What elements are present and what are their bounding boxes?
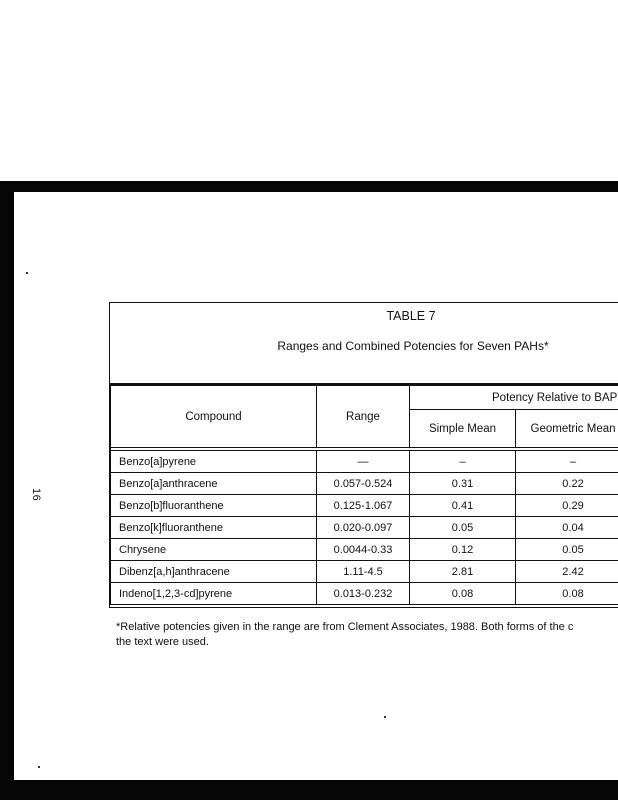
cell-compound: Benzo[b]fluoranthene: [111, 495, 317, 517]
cell-compound: Benzo[a]pyrene: [111, 451, 317, 473]
cell-geometric-mean: 2.42: [516, 561, 618, 583]
cell-geometric-mean: 0.22: [516, 473, 618, 495]
table-title-area: [110, 303, 618, 385]
cell-geometric-mean: 0.04: [516, 517, 618, 539]
cell-geometric-mean: 0.29: [516, 495, 618, 517]
table-title: TABLE 7: [386, 309, 436, 323]
header-compound: Compound: [111, 386, 317, 448]
scan-speck: [26, 272, 28, 274]
cell-simple-mean: 0.12: [410, 539, 516, 561]
footnote-line-1: *Relative potencies given in the range are from Clement Associates, 1988. Both forms of the c: [116, 621, 574, 633]
table-row: [111, 583, 618, 605]
cell-geometric-mean: 0.05: [516, 539, 618, 561]
table-row: [111, 495, 618, 517]
cell-simple-mean: 0.08: [410, 583, 516, 605]
footnote-line-2: the text were used.: [116, 636, 209, 648]
table-7: [109, 302, 618, 608]
cell-range: 0.013-0.232: [317, 583, 410, 605]
cell-compound: Indeno[1,2,3-cd]pyrene: [111, 583, 317, 605]
cell-simple-mean: 0.05: [410, 517, 516, 539]
potency-table: [110, 385, 618, 605]
table-row: [111, 561, 618, 583]
cell-range: 1.11-4.5: [317, 561, 410, 583]
cell-compound: Benzo[k]fluoranthene: [111, 517, 317, 539]
table-row: [111, 539, 618, 561]
header-range: Range: [317, 386, 410, 448]
cell-range: 0.0044-0.33: [317, 539, 410, 561]
cell-compound: Benzo[a]anthracene: [111, 473, 317, 495]
cell-geometric-mean: –: [516, 451, 618, 473]
header-simple-mean: Simple Mean: [410, 410, 516, 448]
cell-simple-mean: 0.31: [410, 473, 516, 495]
scan-speck: [384, 716, 386, 718]
table-row: [111, 517, 618, 539]
scan-speck: [38, 766, 40, 768]
cell-compound: Chrysene: [111, 539, 317, 561]
page-number: 16: [30, 488, 42, 502]
cell-simple-mean: 0.41: [410, 495, 516, 517]
table-row: [111, 451, 618, 473]
cell-range: —: [317, 451, 410, 473]
cell-range: 0.057-0.524: [317, 473, 410, 495]
table-body: [111, 451, 618, 605]
table-row: [111, 473, 618, 495]
cell-compound: Dibenz[a,h]anthracene: [111, 561, 317, 583]
cell-simple-mean: 2.81: [410, 561, 516, 583]
cell-range: 0.020-0.097: [317, 517, 410, 539]
cell-range: 0.125-1.067: [317, 495, 410, 517]
header-row: [111, 386, 618, 410]
table-footnote: [116, 620, 616, 650]
header-potency-group: Potency Relative to BAP: [410, 386, 618, 410]
cell-simple-mean: –: [410, 451, 516, 473]
table-subtitle: Ranges and Combined Potencies for Seven PAHs*: [277, 339, 549, 353]
header-geometric-mean: Geometric Mean: [516, 410, 618, 448]
cell-geometric-mean: 0.08: [516, 583, 618, 605]
